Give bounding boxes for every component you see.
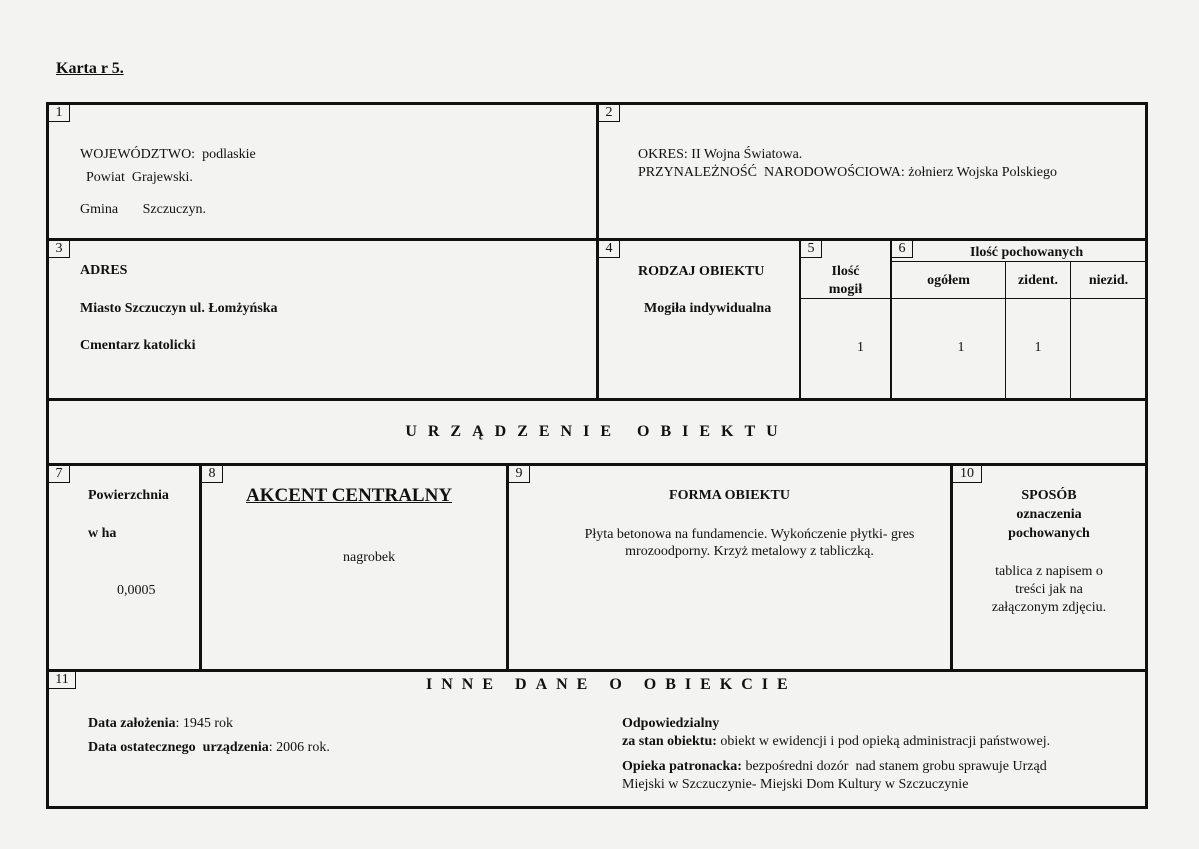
total-value: 1 [957, 340, 965, 355]
unident-label: niezid. [1088, 273, 1129, 288]
cell-number-11: 11 [49, 672, 76, 689]
form-line1: Płyta betonowa na fundamencie. Wykończenie płytki- gres [584, 527, 915, 542]
gmina-row [80, 201, 206, 219]
patron-value-1: bezpośredni dozór nad stanem grobu sprawuje Urząd [745, 759, 1047, 774]
resp-value: obiekt w ewidencji i pod opieką administracji państwowej. [720, 734, 1051, 749]
przynaleznosc-value: żołnierz Wojska Polskiego [908, 165, 1057, 180]
cell-number-9: 9 [509, 466, 530, 483]
graves-label-1: Ilość [831, 264, 860, 279]
resp-row [622, 733, 1050, 751]
okres-value: II Wojna Światowa. [691, 147, 803, 162]
founded-label: Data założenia [88, 716, 176, 731]
founded-row [88, 715, 233, 733]
przynaleznosc-row [638, 164, 1057, 182]
frame-left [46, 102, 49, 809]
ident-label: zident. [1017, 273, 1059, 288]
frame-right [1145, 102, 1148, 809]
resp-label-2: za stan obiektu: [622, 734, 717, 749]
marking-line3: załączonym zdjęciu. [991, 600, 1107, 615]
frame-bottom [46, 806, 1148, 809]
divider-row4 [46, 669, 1148, 672]
cell-number-4: 4 [599, 241, 620, 258]
cell-number-7: 7 [49, 466, 70, 483]
area-value: 0,0005 [117, 583, 156, 598]
okres-label: OKRES: [638, 147, 688, 162]
okres-row [638, 146, 802, 164]
marking-label-1: SPOSÓB [1021, 488, 1077, 503]
marking-label-3: pochowanych [1008, 526, 1090, 541]
graves-value: 1 [857, 340, 864, 355]
marking-line2: treści jak na [1015, 582, 1083, 597]
powiat-row [86, 169, 193, 187]
object-type-value: Mogiła indywidualna [644, 301, 772, 316]
cell-number-2: 2 [599, 105, 620, 122]
divider-col7 [199, 463, 202, 672]
marking-line1: tablica z napisem o [995, 564, 1103, 579]
cell-number-6: 6 [892, 241, 913, 258]
form-line2: mrozoodporny. Krzyż metalowy z tabliczką. [625, 544, 874, 559]
patron-value-2: Miejski w Szczuczynie- Miejski Dom Kultury w Szczuczynie [622, 777, 969, 792]
ident-value: 1 [1034, 340, 1042, 355]
card-title: Karta r 5. [56, 60, 124, 77]
graves-label-2: mogił [828, 282, 863, 297]
wojewodztwo-row [80, 146, 256, 164]
last-value: : 2006 rok. [268, 740, 330, 755]
cell-number-3: 3 [49, 241, 70, 258]
cell-number-8: 8 [202, 466, 223, 483]
patron-row [622, 758, 1047, 776]
cell-number-5: 5 [801, 241, 822, 258]
cell-number-1: 1 [49, 105, 70, 122]
area-label-2: w ha [88, 526, 117, 541]
central-value: nagrobek [343, 550, 396, 565]
address-label: ADRES [80, 263, 128, 278]
wojewodztwo-label: WOJEWÓDZTWO: [80, 147, 196, 162]
central-label: AKCENT CENTRALNY [246, 485, 453, 506]
area-label-1: Powierzchnia [88, 488, 169, 503]
other-title: INNE DANE O OBIEKCIE [426, 676, 797, 693]
buried-label: Ilość pochowanych [970, 245, 1084, 260]
total-label: ogółem [927, 273, 970, 288]
form-label: FORMA OBIEKTU [669, 488, 790, 503]
address-line1: Miasto Szczuczyn ul. Łomżyńska [80, 301, 278, 316]
section-title: URZĄDZENIE OBIEKTU [405, 423, 789, 440]
gmina-value: Szczuczyn. [142, 202, 206, 217]
address-line2: Cmentarz katolicki [80, 338, 196, 353]
wojewodztwo-value: podlaskie [202, 147, 256, 162]
object-type-label: RODZAJ OBIEKTU [638, 264, 765, 279]
powiat-value: Grajewski. [131, 170, 193, 185]
gmina-label: Gmina [80, 202, 119, 217]
marking-label-2: oznaczenia [1016, 507, 1082, 522]
last-label: Data ostatecznego urządzenia [88, 740, 269, 755]
resp-label-1: Odpowiedzialny [622, 716, 720, 731]
przynaleznosc-label: PRZYNALEŻNOŚĆ NARODOWOŚCIOWA: [638, 165, 905, 180]
patron-label: Opieka patronacka: [622, 759, 742, 774]
cell-number-10: 10 [953, 466, 982, 483]
founded-value: : 1945 rok [175, 716, 234, 731]
last-row [88, 739, 330, 757]
powiat-label: Powiat [86, 170, 125, 185]
divider-col6 [890, 240, 892, 400]
